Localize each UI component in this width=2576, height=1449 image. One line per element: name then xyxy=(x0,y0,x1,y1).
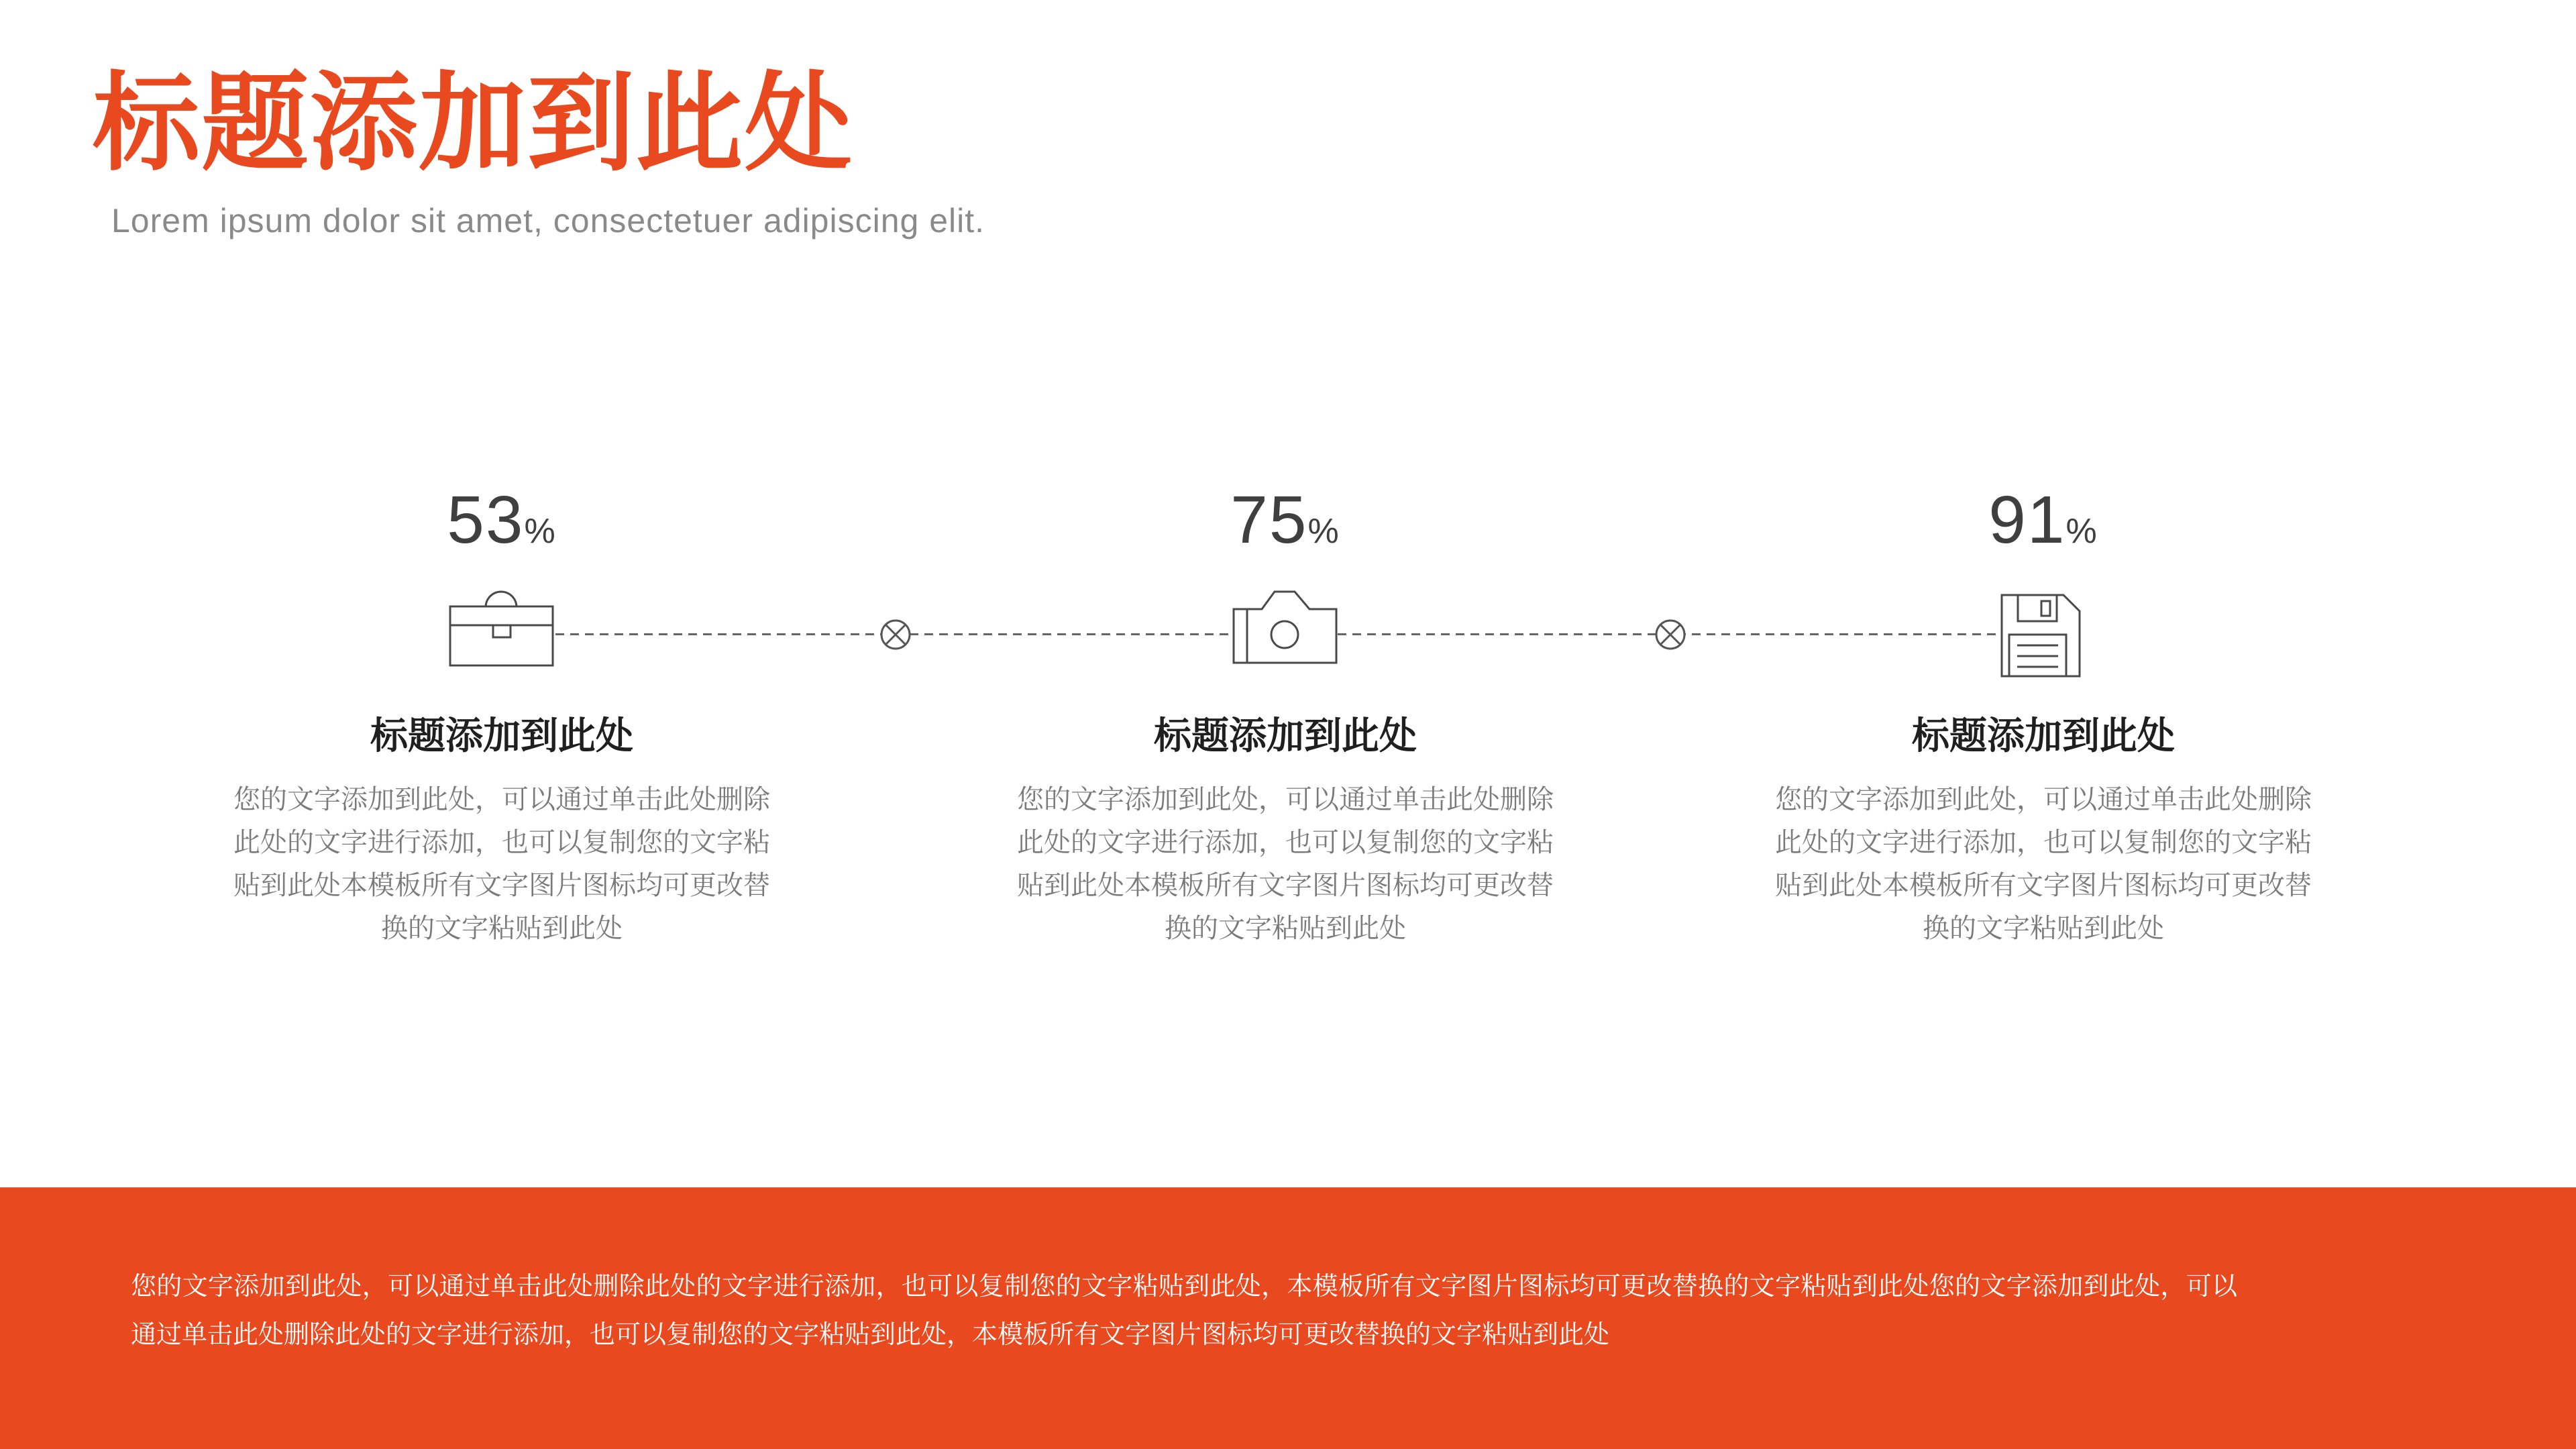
percent-sign: % xyxy=(2065,512,2098,551)
feature-column xyxy=(990,482,1580,950)
circle-x-connector-icon xyxy=(1654,619,1686,651)
percent-number: 75 xyxy=(1230,482,1308,557)
footer-text: 您的文字添加到此处，可以通过单击此处删除此处的文字进行添加，也可以复制您的文字粘贴到此处，本模板所有文字图片图标均可更改替换的文字粘贴到此处您的文字添加到此处，可以通过单击此处删除此处的文字进行添加，也可以复制您的文字粘贴到此处，本模板所有文字图片图标均可更改替换的文字粘贴到此处 xyxy=(131,1273,2237,1349)
percent-number: 53 xyxy=(447,482,525,557)
percent-value xyxy=(207,482,797,565)
column-body-text: 您的文字添加到此处，可以通过单击此处删除此处的文字进行添加，也可以复制您的文字粘贴到此处本模板所有文字图片图标均可更改替换的文字粘贴到此处 xyxy=(233,784,770,944)
briefcase-icon xyxy=(448,590,555,678)
column-heading: 标题添加到此处 xyxy=(370,716,633,757)
page-subtitle: Lorem ipsum dolor sit amet, consectetuer adipiscing elit. xyxy=(111,202,985,239)
column-heading: 标题添加到此处 xyxy=(1154,716,1417,757)
page-title: 标题添加到此处 xyxy=(93,63,854,183)
feature-column xyxy=(207,482,797,950)
percent-sign: % xyxy=(1307,512,1340,551)
percent-value xyxy=(990,482,1580,565)
percent-number: 91 xyxy=(1988,482,2066,557)
floppy-disk-icon xyxy=(2000,593,2087,680)
column-heading: 标题添加到此处 xyxy=(1912,716,2175,757)
circle-x-connector-icon xyxy=(879,619,912,651)
column-body-text: 您的文字添加到此处，可以通过单击此处删除此处的文字进行添加，也可以复制您的文字粘贴到此处本模板所有文字图片图标均可更改替换的文字粘贴到此处 xyxy=(1775,784,2312,944)
percent-value xyxy=(1748,482,2339,565)
footer-band xyxy=(0,1187,2576,1449)
camera-icon xyxy=(1232,589,1339,664)
percent-sign: % xyxy=(524,512,557,551)
column-body-text: 您的文字添加到此处，可以通过单击此处删除此处的文字进行添加，也可以复制您的文字粘贴到此处本模板所有文字图片图标均可更改替换的文字粘贴到此处 xyxy=(1017,784,1554,944)
feature-column xyxy=(1748,482,2339,950)
